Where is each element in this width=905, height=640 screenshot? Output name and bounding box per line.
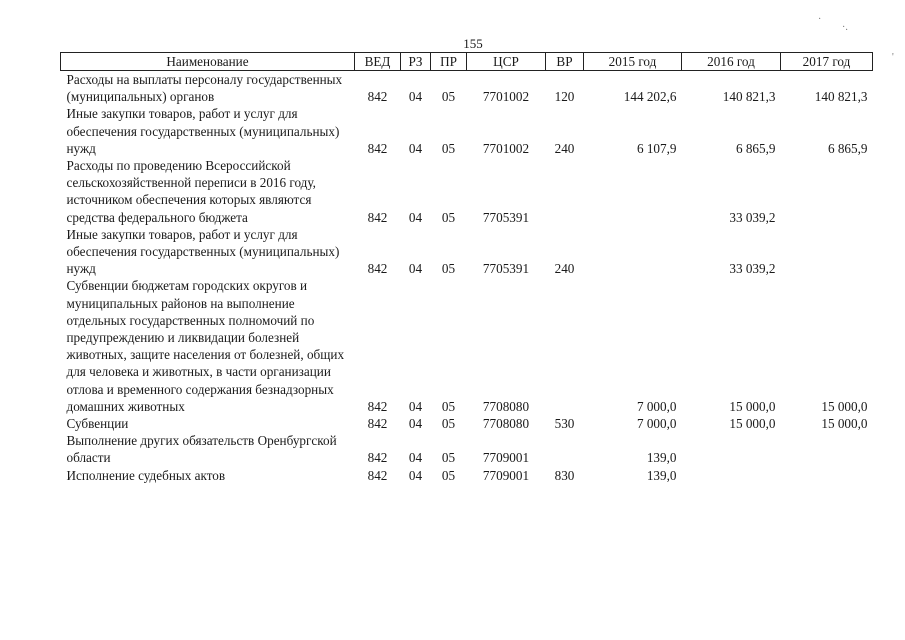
- scan-speck: ·.: [842, 22, 848, 33]
- header-rz: РЗ: [401, 53, 431, 71]
- table-row: [61, 415, 873, 432]
- row-2016: 15 000,0: [729, 416, 776, 432]
- row-csr: 7701002: [482, 140, 530, 156]
- row-ved: 842: [367, 140, 388, 156]
- header-pr: ПР: [431, 53, 467, 71]
- row-rz: 04: [408, 467, 423, 483]
- table-row: [61, 277, 873, 415]
- row-2015: 139,0: [646, 467, 677, 483]
- row-2017: [781, 432, 873, 466]
- row-rz: 04: [408, 261, 423, 277]
- row-name: Иные закупки товаров, работ и услуг для обеспечения государственных (муниципальных) нужд: [66, 106, 340, 156]
- row-rz: 04: [408, 140, 423, 156]
- row-2015: [584, 157, 682, 226]
- row-name: Субвенции: [66, 416, 129, 432]
- row-2015: [584, 226, 682, 278]
- row-csr: 7708080: [482, 398, 530, 414]
- header-2015: 2015 год: [584, 53, 682, 71]
- row-pr: 05: [441, 89, 456, 105]
- header-vr: ВР: [546, 53, 584, 71]
- row-pr: 05: [441, 398, 456, 414]
- row-pr: 05: [441, 450, 456, 466]
- row-2015: 7 000,0: [636, 398, 677, 414]
- row-2016: 33 039,2: [729, 209, 776, 225]
- row-2017: 140 821,3: [814, 89, 868, 105]
- row-2015: 139,0: [646, 450, 677, 466]
- row-csr: 7701002: [482, 89, 530, 105]
- row-pr: 05: [441, 416, 456, 432]
- row-2015: 6 107,9: [636, 140, 677, 156]
- header-csr: ЦСР: [467, 53, 546, 71]
- table-body: [61, 71, 873, 484]
- row-ved: 842: [367, 89, 388, 105]
- row-vr: 120: [554, 89, 575, 105]
- row-vr: 830: [554, 467, 575, 483]
- row-name: Расходы на выплаты персоналу государственных (муниципальных) органов: [66, 72, 343, 105]
- row-name: Субвенции бюджетам городских округов и муниципальных районов на выполнение отдельных государственных полномочий по предупреждению и ликвидации болезней животных, защите населения от болезней, общих для человека и животных, в части организации отлова и временного содержания безнадзорных домашних животных: [66, 278, 345, 414]
- row-name: Выполнение других обязательств Оренбургской области: [66, 433, 337, 466]
- row-csr: 7705391: [482, 261, 530, 277]
- row-2016: [682, 467, 781, 484]
- row-2016: [682, 432, 781, 466]
- row-ved: 842: [367, 467, 388, 483]
- budget-table: [60, 52, 873, 484]
- row-rz: 04: [408, 89, 423, 105]
- table-row: [61, 157, 873, 226]
- row-name: Иные закупки товаров, работ и услуг для обеспечения государственных (муниципальных) нужд: [66, 226, 340, 277]
- row-vr: [546, 432, 584, 466]
- row-2015: 144 202,6: [623, 89, 677, 105]
- page-number: 155: [463, 36, 483, 51]
- row-vr: 530: [554, 416, 575, 432]
- row-vr: 240: [554, 261, 575, 277]
- row-ved: 842: [367, 261, 388, 277]
- row-2016: 15 000,0: [729, 398, 776, 414]
- table-row: [61, 432, 873, 466]
- row-2017: 15 000,0: [821, 398, 868, 414]
- row-csr: 7709001: [482, 450, 530, 466]
- row-2017: [781, 226, 873, 278]
- row-rz: 04: [408, 450, 423, 466]
- scan-speck: ·: [818, 14, 822, 25]
- row-2016: 140 821,3: [722, 89, 776, 105]
- row-pr: 05: [441, 209, 456, 225]
- table-row: [61, 226, 873, 278]
- row-vr: 240: [554, 140, 575, 156]
- row-2016: 33 039,2: [729, 261, 776, 277]
- header-2016: 2016 год: [682, 53, 781, 71]
- table-row: [61, 71, 873, 106]
- row-rz: 04: [408, 209, 423, 225]
- row-vr: [546, 157, 584, 226]
- row-rz: 04: [408, 416, 423, 432]
- row-name: Исполнение судебных актов: [66, 467, 226, 483]
- row-pr: 05: [441, 140, 456, 156]
- row-name: Расходы по проведению Всероссийской сельскохозяйственной переписи в 2016 году, источником обеспечения которых являются средства федерального бюджета: [66, 158, 316, 225]
- table-header: [61, 53, 873, 71]
- header-name: Наименование: [61, 53, 355, 71]
- row-ved: 842: [367, 398, 388, 414]
- scan-speck: ': [892, 52, 894, 63]
- row-ved: 842: [367, 209, 388, 225]
- table-row: [61, 105, 873, 157]
- row-csr: 7708080: [482, 416, 530, 432]
- row-csr: 7709001: [482, 467, 530, 483]
- row-2017: 6 865,9: [827, 140, 868, 156]
- row-rz: 04: [408, 398, 423, 414]
- row-pr: 05: [441, 467, 456, 483]
- row-2017: [781, 467, 873, 484]
- row-2017: 15 000,0: [821, 416, 868, 432]
- row-ved: 842: [367, 416, 388, 432]
- row-2017: [781, 157, 873, 226]
- row-2015: 7 000,0: [636, 416, 677, 432]
- table-row: [61, 467, 873, 484]
- row-csr: 7705391: [482, 209, 530, 225]
- row-2016: 6 865,9: [735, 140, 776, 156]
- row-pr: 05: [441, 261, 456, 277]
- header-ved: ВЕД: [355, 53, 401, 71]
- row-vr: [546, 277, 584, 415]
- row-ved: 842: [367, 450, 388, 466]
- header-2017: 2017 год: [781, 53, 873, 71]
